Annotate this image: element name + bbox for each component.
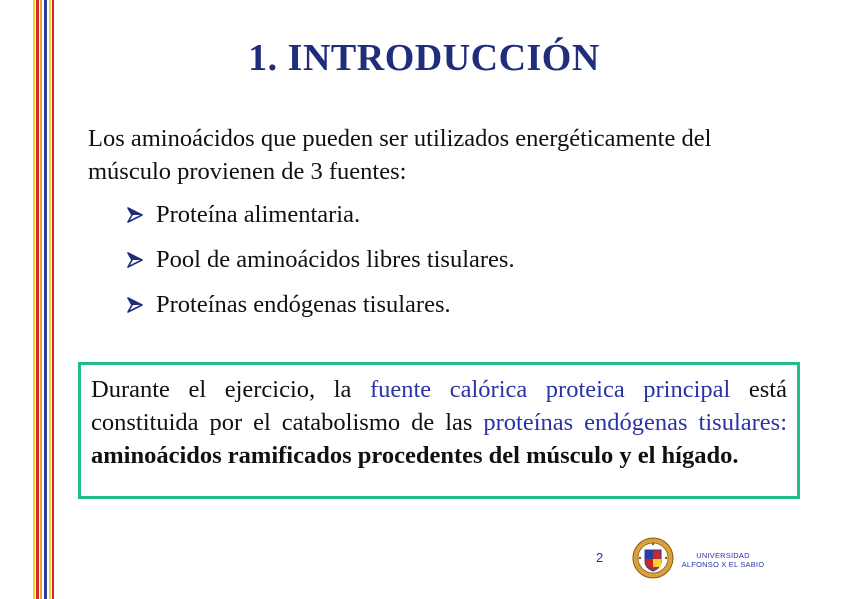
box-highlight-text: proteínas endógenas tisulares: <box>483 409 787 436</box>
box-text: Durante el ejercicio, la <box>91 376 370 403</box>
stripe-orange <box>40 0 42 599</box>
stripe-yellow <box>33 0 35 599</box>
box-text: está constituida por el catabolismo de las <box>91 376 787 436</box>
stripe-red <box>52 0 54 599</box>
intro-paragraph: Los aminoácidos que pueden ser utilizados energéticamente del músculo provienen de 3 fuentes: <box>88 125 712 185</box>
bullet-text: Pool de aminoácidos libres tisulares. <box>156 246 515 273</box>
slide-title: 1. INTRODUCCIÓN <box>248 37 600 79</box>
list-item <box>126 243 515 288</box>
arrow-bullet-icon <box>126 198 150 231</box>
list-item <box>126 288 515 333</box>
bullet-text: Proteínas endógenas tisulares. <box>156 291 451 318</box>
box-highlight-text: fuente calórica proteica principal <box>369 376 731 403</box>
arrow-bullet-icon <box>126 243 150 276</box>
stripe-yellow <box>49 0 51 599</box>
highlight-box <box>78 362 800 499</box>
university-seal-icon <box>632 537 674 579</box>
stripe-blue <box>44 0 47 599</box>
logo-line: ALFONSO X EL SABIO <box>681 560 765 569</box>
bullet-list <box>126 198 515 333</box>
list-item <box>126 198 515 243</box>
box-bold-text: aminoácidos ramificados procedentes del músculo y el hígado. <box>91 442 739 469</box>
page-number: 2 <box>596 550 604 565</box>
bullet-text: Proteína alimentaria. <box>156 201 361 228</box>
decorative-stripes <box>33 0 57 599</box>
logo-line: UNIVERSIDAD <box>696 551 750 560</box>
arrow-bullet-icon <box>126 288 150 321</box>
stripe-red <box>36 0 39 599</box>
university-logo-text <box>680 551 766 569</box>
